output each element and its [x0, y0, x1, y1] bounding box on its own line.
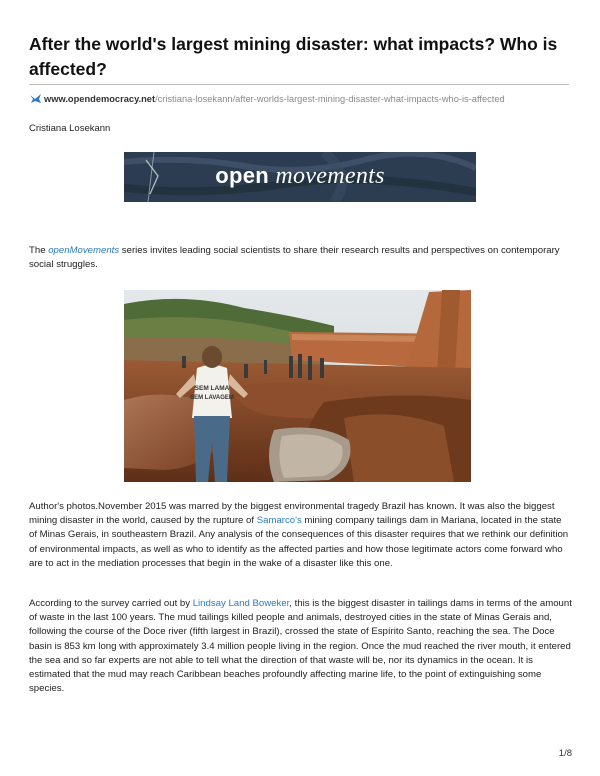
- para1-text-start: Author's photos.November 2015 was marred by the biggest environmental tragedy Brazil has known. It was also the biggest mining disaster in the world, caused by the rupture of: [29, 501, 555, 527]
- open-movements-banner: [124, 152, 476, 202]
- banner-word-open: open: [215, 163, 269, 188]
- open-movements-link[interactable]: openMovements: [48, 245, 120, 256]
- body-paragraph-2: [29, 597, 572, 696]
- intro-paragraph: [29, 244, 572, 272]
- shirt-text-line1: SEM LAMA: [194, 385, 230, 392]
- samarco-link[interactable]: Samarco's: [256, 515, 302, 527]
- title-divider: [29, 84, 569, 85]
- source-domain: www.opendemocracy.net: [44, 94, 156, 104]
- banner-word-movements: movements: [275, 163, 385, 189]
- bird-icon: [29, 93, 42, 104]
- author-name: Cristiana Losekann: [29, 123, 111, 134]
- article-title: After the world's largest mining disaster: what impacts? Who is affected?: [29, 34, 558, 79]
- shirt-text-line2: SEM LAVAGEM: [190, 395, 234, 401]
- para2-text-end: , this is the biggest disaster in tailings dams in terms of the amount of waste in the last 100 years. The mud tailings killed people and animals, destroyed cities in the state of Minas Gerais and, following the course of the Doce river (fifth largest in Brazil), crossed the state of Espírito Santo, reaching the sea. The Doce basin is 853 km long with approximately 3.4 million people living in the region. Once the mud reached the river mouth, it entered the sea and so far experts are not able to tell what the direction of that waste will be, nor its dynamics in the ocean. It is estimated that the mud may reach Caribbean beaches profoundly affecting marine life, to the point of extinguishing some species.: [29, 598, 572, 695]
- lindsay-boweker-link[interactable]: Lindsay Land Boweker: [192, 598, 290, 609]
- body-paragraph-1: [29, 500, 572, 571]
- disaster-photo: [124, 290, 471, 482]
- source-url[interactable]: [29, 93, 574, 107]
- para2-text-start: According to the survey carried out by: [29, 598, 193, 609]
- banner-title: [124, 163, 476, 189]
- page-number: 1/8: [558, 748, 572, 759]
- intro-text-end: series invites leading social scientists to share their research results and perspectives on contemporary social struggles.: [29, 245, 560, 271]
- source-path: /cristiana-losekann/after-worlds-largest-mining-disaster-what-impacts-who-is-affected: [155, 94, 505, 104]
- para1-text-end: mining company tailings dam in Mariana, located in the state of Minas Gerais, in southeastern Brazil. Any analysis of the consequences of this disaster requires that we rethink our definition of environmental impacts, as well as who to identify as the affected parties and how those legitimate actors come forward who are to act in the mediation processes that begin in the wake of a disaster like this one.: [29, 515, 569, 569]
- intro-text-start: The: [29, 245, 49, 256]
